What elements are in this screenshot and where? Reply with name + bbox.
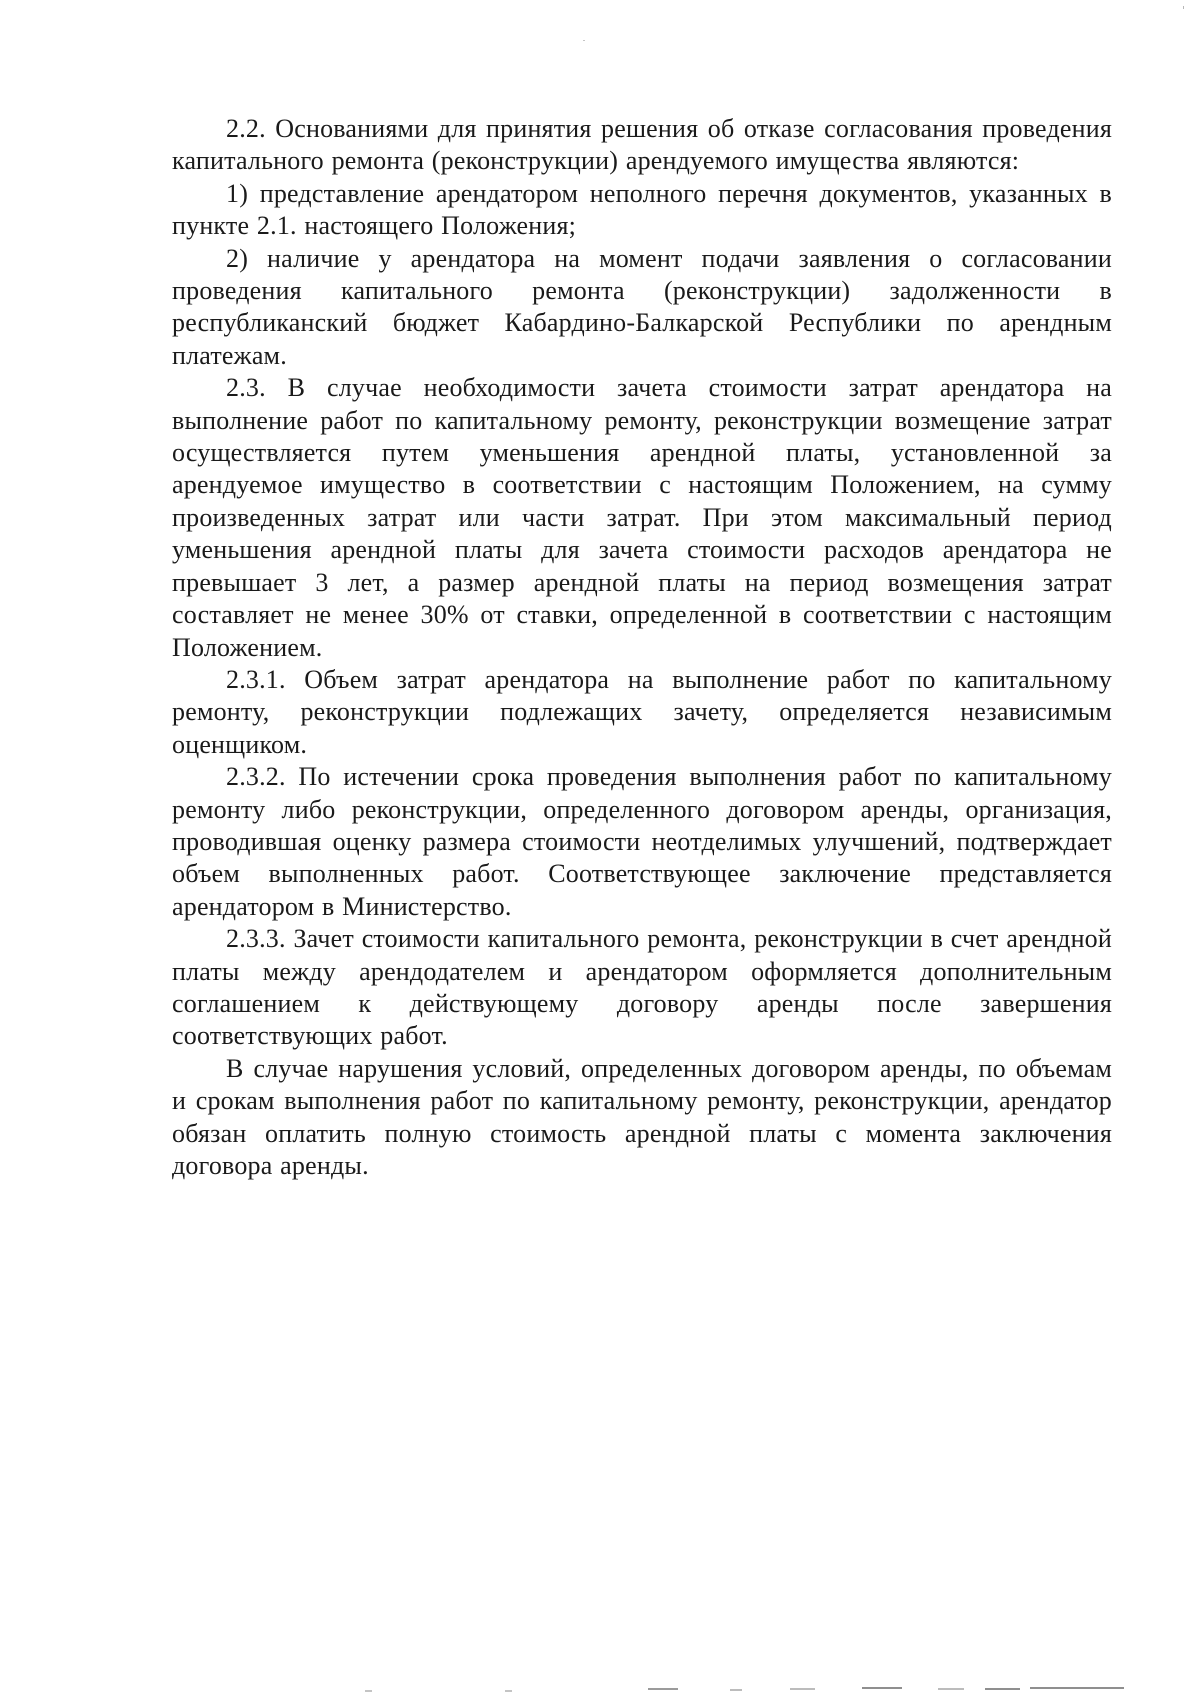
paragraph-2-2-item-2: 2) наличие у арендатора на момент подачи заявления о согласовании проведения капитального ремонта (реконструкции) задолженности в республиканский бюджет Кабардино-Балкарской Республики по арендным платежам.	[172, 243, 1112, 370]
paragraph-2-3-2: 2.3.2. По истечении срока проведения выполнения работ по капитальному ремонту либо реконструкции, определенного договором аренды, организация, проводившая оценку размера стоимости неотделимых улучшений, подтверждает объем выполненных работ. Соответствующее заключение представляется арендатором в Министерство.	[172, 762, 1112, 921]
scan-artifact-top	[583, 40, 585, 41]
document-body	[172, 113, 1112, 1182]
scan-artifact-corner	[1183, 6, 1184, 9]
scan-bottom-edge-artifacts	[0, 1673, 1200, 1703]
paragraph-violation: В случае нарушения условий, определенных договором аренды, по объемам и срокам выполнения работ по капитальному ремонту, реконструкции, арендатор обязан оплатить полную стоимость арендной платы с момента заключения договора аренды.	[172, 1053, 1112, 1180]
paragraph-2-2: 2.2. Основаниями для принятия решения об отказе согласования проведения капитального ремонта (реконструкции) арендуемого имущества являются:	[172, 114, 1112, 176]
paragraph-2-3-1: 2.3.1. Объем затрат арендатора на выполнение работ по капитальному ремонту, реконструкции подлежащих зачету, определяется независимым оценщиком.	[172, 664, 1112, 759]
paragraph-2-3: 2.3. В случае необходимости зачета стоимости затрат арендатора на выполнение работ по капитальному ремонту, реконструкции возмещение затрат осуществляется путем уменьшения арендной платы, установленной за арендуемое имущество в соответствии с настоящим Положением, на сумму произведенных затрат или части затрат. При этом максимальный период уменьшения арендной платы для зачета стоимости расходов арендатора не превышает 3 лет, а размер арендной платы на период возмещения затрат составляет не менее 30% от ставки, определенной в соответствии с настоящим Положением.	[172, 373, 1112, 662]
paragraph-2-2-item-1: 1) представление арендатором неполного перечня документов, указанных в пункте 2.1. настоящего Положения;	[172, 178, 1112, 241]
paragraph-2-3-3: 2.3.3. Зачет стоимости капитального ремонта, реконструкции в счет арендной платы между арендодателем и арендатором оформляется дополнительным соглашением к действующему договору аренды после завершения соответствующих работ.	[172, 924, 1112, 1051]
